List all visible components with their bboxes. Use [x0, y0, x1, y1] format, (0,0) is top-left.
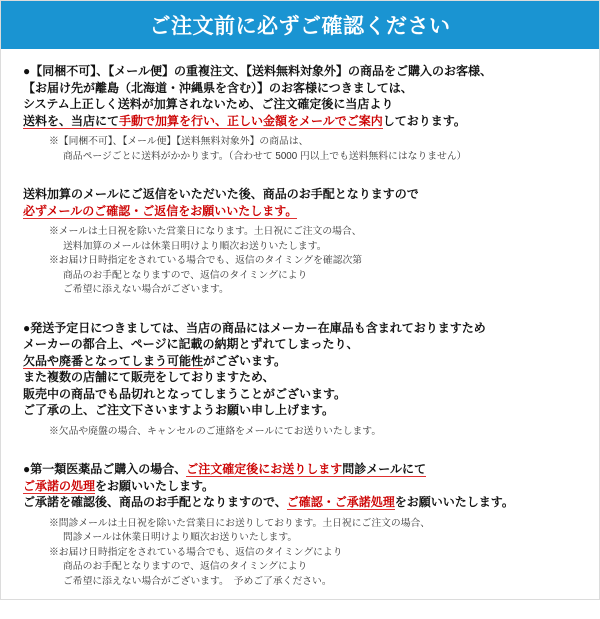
notice-line — [23, 478, 577, 495]
notice-subnote: ※お届け日時指定をされている場合でも、返信のタイミングにより — [49, 546, 343, 558]
notice-section — [23, 186, 577, 310]
notice-line — [23, 402, 577, 419]
notice-text: システム上正しく送料が加算されないため、ご注文確定後に当店より — [23, 97, 394, 111]
notice-text: 販売中の商品でも品切れとなってしまうことがございます。 — [23, 386, 347, 401]
notice-line — [23, 63, 577, 80]
notice-text: をお願いいたします。 — [95, 478, 215, 493]
notice-text: また複数の店舗にて販売をしておりますため、 — [23, 370, 275, 384]
notice-subnote: 送料加算のメールは休業日明けより順次お送りいたします。 — [63, 240, 327, 252]
emphasis-red-underline: 手動で加算を行い、正しい金額をメールでご案内 — [119, 113, 383, 128]
emphasis-red-underline: ご承諾の処理 — [23, 478, 96, 493]
notice-text: をお願いいたします。 — [394, 495, 514, 509]
notice-text: がございます。 — [203, 353, 287, 368]
notice-subnote: 商品のお手配となりますので、返信のタイミングにより — [63, 561, 308, 572]
notice-line — [23, 494, 577, 511]
page-header — [1, 1, 599, 49]
notice-text: 送料加算のメールにご返信をいただいた後、商品のお手配となりますので — [23, 187, 419, 201]
notice-line — [23, 336, 577, 353]
notice-subnote: ※お届け日時指定をされている場合でも、返信のタイミングを確認次第 — [49, 255, 363, 266]
emphasis-underline: 問診メールにて — [342, 462, 427, 476]
notice-text: ご了承の上、ご注文下さいますようお願い申し上げます。 — [23, 403, 335, 417]
notice-line — [23, 353, 577, 370]
notice-sections — [23, 63, 577, 601]
page-title: ご注文前に必ずご確認ください — [149, 15, 451, 38]
notice-subnote: 問診メールは休業日明けより順次お送りいたします。 — [63, 532, 298, 543]
emphasis-red-underline: ご注文確定後にお送りします — [186, 462, 343, 476]
notice-subnote: ※問診メールは土日祝を除いた営業日にお送りしております。土日祝にご注文の場合、 — [49, 517, 431, 529]
notice-line — [23, 203, 577, 220]
notice-line — [23, 80, 577, 97]
notice-text: ●【同梱不可】、【メール便】の重複注文、【送料無料対象外】の商品をご購入のお客様、 — [23, 64, 493, 78]
notice-subnote: 商品のお手配となりますので、返信のタイミングにより — [63, 269, 308, 281]
notice-subnote: ご希望に添えない場合がございます。 予めご了承ください。 — [63, 575, 332, 587]
notice-section — [23, 63, 577, 176]
spacer — [23, 439, 577, 451]
spacer — [23, 164, 577, 176]
notice-subnote: ※欠品や廃盤の場合、キャンセルのご連絡をメールにてお送りいたします。 — [49, 425, 382, 437]
emphasis-underline: 欠品や廃番となってしまう可能性 — [23, 353, 204, 368]
notice-subnote: ※【同梱不可】、【メール便】【送料無料対象外】の商品は、 — [49, 136, 309, 147]
notice-body — [1, 49, 599, 619]
notice-section — [23, 320, 577, 452]
notice-line — [23, 96, 577, 113]
notice-line — [23, 369, 577, 386]
notice-text: 【お届け先が離島（北海道・沖縄県を含む）】のお客様につきましては、 — [23, 80, 413, 95]
notice-text: しております。 — [382, 113, 466, 128]
spacer — [23, 298, 577, 310]
notice-subnote: ご希望に添えない場合がございます。 — [63, 284, 229, 295]
notice-text: ●発送予定日につきましては、当店の商品にはメーカー在庫品も含まれておりますため — [23, 320, 486, 335]
notice-line — [23, 461, 577, 478]
emphasis-red-underline: ご確認・ご承諾処理 — [286, 495, 395, 509]
notice-line — [23, 186, 577, 203]
emphasis-red-underline: 必ずメールのご確認・ご返信をお願いいたします。 — [23, 203, 298, 218]
emphasis-underline: 送料を、当店にて — [23, 113, 120, 128]
notice-line — [23, 320, 577, 337]
notice-subnote: 商品ページごとに送料がかかります。（合わせて 5000 円以上でも送料無料にはなりません） — [63, 150, 467, 162]
notice-text: ●第一類医薬品ご購入の場合、 — [23, 462, 187, 476]
notice-text: メーカーの都合上、ページに記載の納期とずれてしまったり、 — [23, 337, 359, 351]
notice-section — [23, 461, 577, 601]
notice-line — [23, 386, 577, 403]
notice-text: ご承諾を確認後、商品のお手配となりますので、 — [23, 495, 287, 509]
notice-subnote: ※メールは土日祝を除いた営業日になります。土日祝にご注文の場合、 — [49, 226, 362, 237]
notice-line — [23, 113, 577, 130]
spacer — [23, 589, 577, 601]
